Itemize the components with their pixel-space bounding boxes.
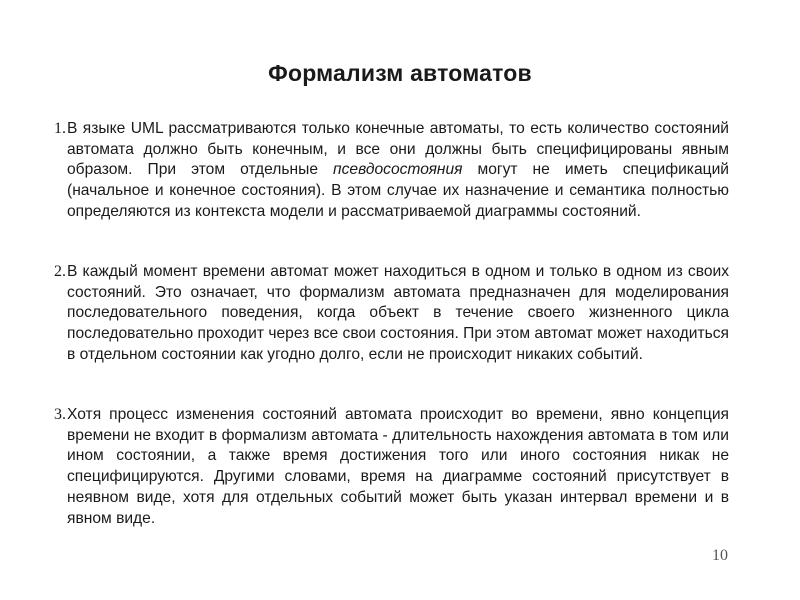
item-number: 1. [54, 120, 66, 137]
item-text-emphasis: псевдосостояния [333, 161, 463, 179]
slide-title: Формализм автоматов [268, 60, 532, 86]
list-item [54, 405, 729, 529]
item-text-part: могут не иметь спецификаций (начальное и конечное состояния). В этом случае их назначение и семантика полностью определяются из контекста модели и рассматриваемой диаграммы состояний. [67, 161, 729, 220]
item-number: 3. [54, 406, 66, 423]
page-number: 10 [712, 547, 728, 564]
list-item [54, 262, 729, 366]
item-number: 2. [54, 263, 66, 280]
item-text-part: В языке UML рассматриваются только конечные автоматы, то есть количество состояний автомата должно быть конечным, и все они должны быть специфицированы явным образом. При этом отдельные [67, 120, 729, 179]
item-text: Хотя процесс изменения состояний автомата происходит во времени, явно концепция времени не входит в формализм автомата - длительность нахождения автомата в том или ином состоянии, а также время достижения того или иного состояния никак не специфицируются. Другими словами, время на диаграмме состояний присутствует в неявном виде, хотя для отдельных событий может быть указан интервал времени и в явном виде. [67, 406, 729, 527]
item-text: В каждый момент времени автомат может находиться в одном и только в одном из своих состояний. Это означает, что формализм автомата предназначен для моделирования последовательного поведения, когда объект в течение своего жизненного цикла последовательно проходит через все свои состояния. При этом автомат может находиться в отдельном состоянии как угодно долго, если не происходит никаких событий. [67, 263, 729, 363]
list-item [54, 119, 729, 223]
item-text [67, 120, 729, 220]
